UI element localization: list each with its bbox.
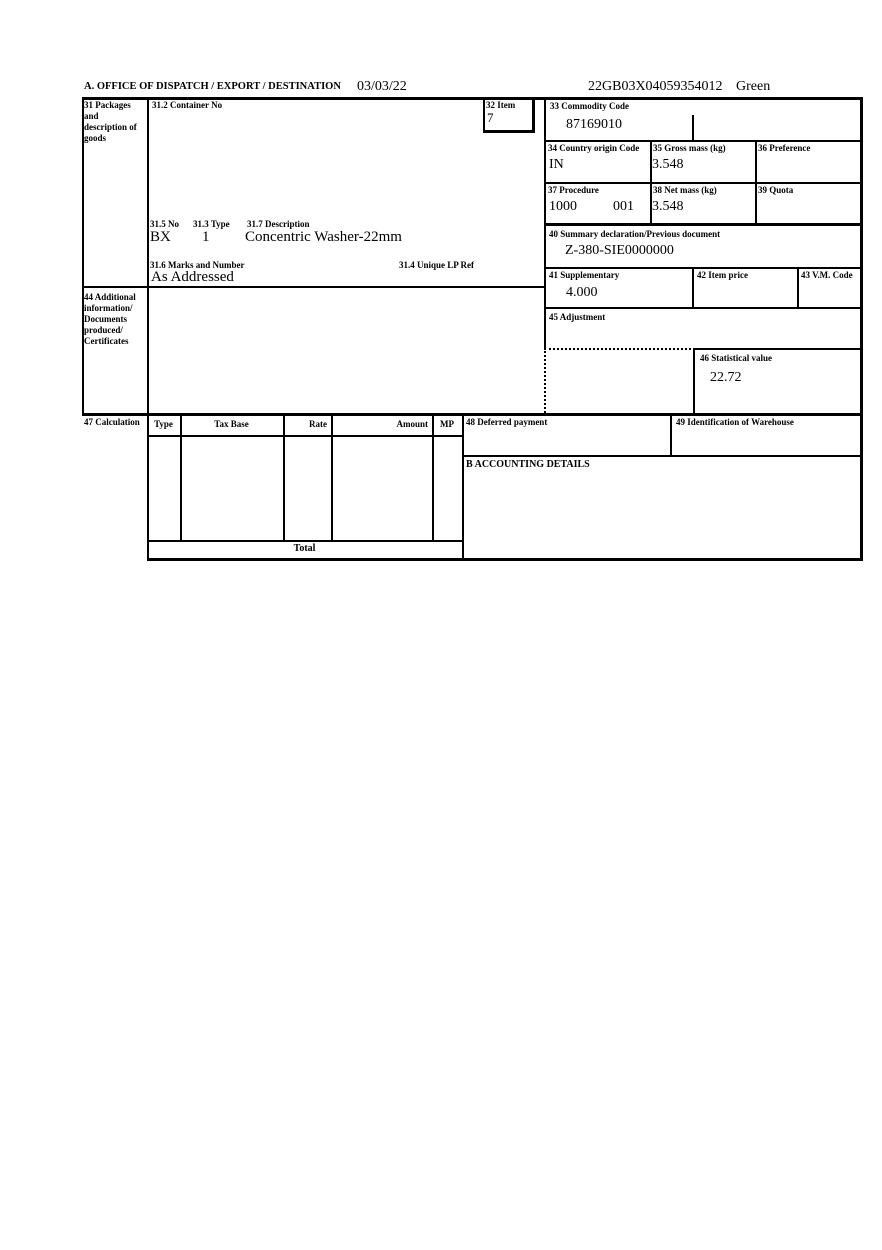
box35-label: 35 Gross mass (kg)	[653, 143, 726, 153]
box31-6-label: 31.6 Marks and Number	[150, 260, 245, 270]
box35-gross-mass: 3.548	[652, 157, 684, 172]
box31-3-label: 31.3 Type	[193, 219, 230, 229]
form-grid-line	[693, 348, 862, 350]
form-grid-line	[462, 455, 862, 457]
calc-header-type: Type	[154, 419, 173, 429]
calc-header-tax-base: Tax Base	[214, 419, 249, 429]
form-grid-line	[283, 413, 285, 540]
box43-label: 43 V.M. Code	[801, 270, 853, 280]
box31-3-package-count: 1	[202, 229, 210, 245]
form-grid-line	[544, 140, 862, 142]
box34-label: 34 Country origin Code	[548, 143, 640, 153]
box40-previous-document: Z-380-SIE0000000	[565, 243, 674, 258]
box46-label: 46 Statistical value	[700, 353, 772, 363]
box38-label: 38 Net mass (kg)	[653, 185, 717, 195]
form-grid-line	[692, 115, 694, 140]
calc-total-label: Total	[293, 543, 316, 554]
form-grid-line	[180, 413, 182, 540]
form-grid-line	[147, 558, 863, 561]
form-grid-line	[693, 348, 695, 413]
box41-label: 41 Supplementary	[549, 270, 620, 280]
form-grid-line	[82, 413, 863, 416]
box36-label: 36 Preference	[758, 143, 811, 153]
form-grid-line	[670, 413, 672, 455]
box42-label: 42 Item price	[697, 270, 748, 280]
dotted-divider-horizontal	[544, 348, 695, 350]
box31-7-label: 31.7 Description	[247, 219, 310, 229]
box37-label: 37 Procedure	[548, 185, 599, 195]
box33-label: 33 Commodity Code	[550, 101, 629, 111]
calc-header-mp: MP	[440, 419, 454, 429]
declaration-date: 03/03/22	[357, 79, 407, 94]
form-grid-line	[462, 413, 464, 558]
box31-2-label: 31.2 Container No	[152, 100, 223, 110]
form-grid-line	[544, 223, 862, 226]
box31-label: 31 Packages and description of goods	[84, 100, 137, 143]
box31-7-goods-description: Concentric Washer-22mm	[245, 229, 402, 245]
form-grid-line	[483, 130, 535, 133]
box39-label: 39 Quota	[758, 185, 794, 195]
form-grid-line	[82, 97, 863, 100]
form-grid-line	[544, 267, 862, 269]
form-grid-line	[544, 182, 862, 184]
box45-label: 45 Adjustment	[549, 312, 606, 322]
box48-label: 48 Deferred payment	[466, 417, 548, 427]
form-grid-line	[755, 140, 757, 223]
box31-5-package-kind: BX	[150, 229, 171, 245]
form-grid-line	[82, 97, 84, 415]
box31-5-label: 31.5 No	[150, 219, 179, 229]
box32-item-number: 7	[487, 110, 494, 125]
box32-label: 32 Item	[486, 100, 516, 110]
box33-commodity-code: 87169010	[566, 117, 622, 132]
form-grid-line	[797, 267, 799, 307]
office-of-dispatch-title: A. OFFICE OF DISPATCH / EXPORT / DESTINATION	[84, 81, 341, 92]
calc-header-amount: Amount	[396, 419, 428, 429]
box31-6-marks-and-number: As Addressed	[151, 269, 234, 285]
form-grid-line	[147, 540, 462, 542]
form-grid-line	[483, 97, 485, 130]
box44-label: 44 Additional information/ Documents produced/ Certificates	[84, 292, 136, 346]
dotted-divider-vertical	[544, 348, 546, 413]
form-grid-line	[147, 435, 462, 437]
form-grid-line	[544, 97, 546, 348]
form-grid-line	[532, 97, 535, 133]
movement-reference-number: 22GB03X04059354012	[588, 79, 723, 94]
calc-header-rate: Rate	[309, 419, 327, 429]
form-grid-line	[650, 140, 652, 223]
box37-procedure-code: 1000	[549, 199, 577, 214]
box34-country-origin: IN	[549, 157, 564, 172]
accounting-details-label: B ACCOUNTING DETAILS	[466, 459, 590, 470]
box38-net-mass: 3.548	[652, 199, 684, 214]
box37-procedure-code-2: 001	[613, 199, 634, 214]
form-grid-line	[692, 267, 694, 307]
box47-label: 47 Calculation	[84, 417, 140, 427]
form-grid-line	[147, 97, 149, 558]
form-grid-line	[544, 307, 862, 309]
form-grid-line	[432, 413, 434, 540]
box31-4-label: 31.4 Unique LP Ref	[399, 260, 475, 270]
box41-supplementary-units: 4.000	[566, 285, 598, 300]
box49-label: 49 Identification of Warehouse	[676, 417, 794, 427]
routing-status: Green	[736, 79, 771, 94]
box46-statistical-value: 22.72	[710, 370, 742, 385]
box40-label: 40 Summary declaration/Previous document	[549, 229, 721, 239]
form-grid-line	[331, 413, 333, 540]
form-grid-line	[82, 286, 546, 288]
form-grid-line	[860, 97, 863, 561]
